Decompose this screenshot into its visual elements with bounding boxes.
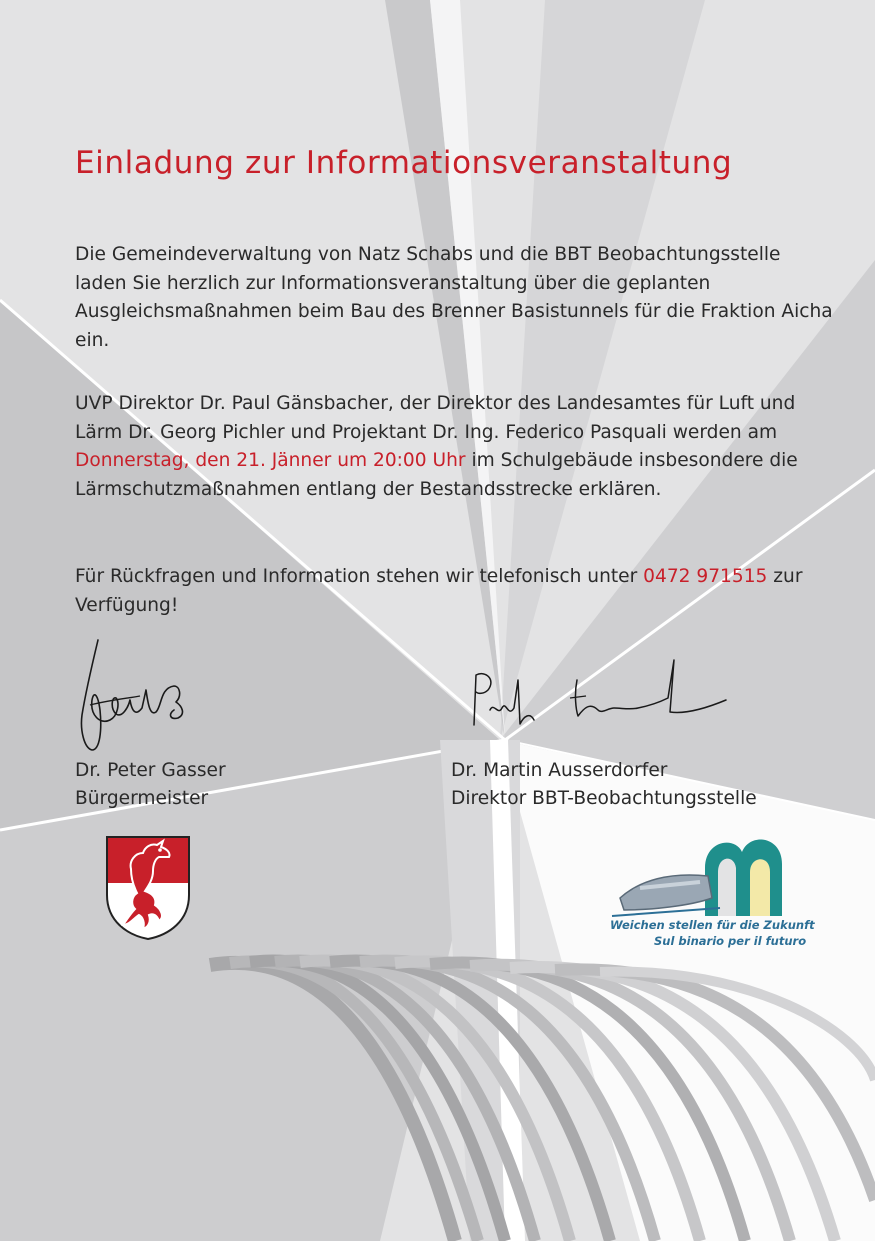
paragraph-speakers	[75, 390, 835, 504]
phone-number: 0472 971515	[643, 566, 768, 587]
signatory-right-name: Dr. Martin Ausserdorfer	[451, 760, 668, 781]
paragraph-invitation: Die Gemeindeverwaltung von Natz Schabs und die BBT Beobachtungsstelle laden Sie herzlich zur Informationsveranstaltung über die geplanten Ausgleichsmaßnahmen beim Bau des Brenner Basistunnels für die Fraktion Aicha ein.	[75, 244, 833, 351]
signatory-right-role: Direktor BBT-Beobachtungsstelle	[451, 788, 757, 809]
contact-text-end: zur Verfügung!	[75, 566, 803, 616]
bbt-slogan-italian: Sul binario per il futuro	[654, 934, 807, 948]
paragraph-contact	[75, 563, 835, 620]
signatory-left-name: Dr. Peter Gasser	[75, 760, 226, 781]
signatory-left	[75, 757, 226, 813]
bbt-slogan-german: Weichen stellen für die Zukunft	[610, 918, 815, 932]
signatory-left-role: Bürgermeister	[75, 788, 209, 809]
speakers-text-end: im Schulgebäude insbesondere die Lärmschutzmaßnahmen entlang der Bestandsstrecke erklären.	[75, 450, 798, 500]
speakers-text: UVP Direktor Dr. Paul Gänsbacher, der Direktor des Landesamtes für Luft und Lärm Dr. Georg Pichler und Projektant Dr. Ing. Federico Pasquali werden am	[75, 393, 796, 443]
event-date: Donnerstag, den 21. Jänner um 20:00 Uhr	[75, 450, 466, 471]
contact-text: Für Rückfragen und Information stehen wir telefonisch unter	[75, 566, 644, 587]
signatory-right	[451, 757, 757, 813]
coat-of-arms-icon	[105, 835, 191, 941]
signature-right	[462, 650, 742, 750]
page-title: Einladung zur Informationsveranstaltung	[75, 145, 733, 181]
signature-left	[70, 630, 200, 760]
